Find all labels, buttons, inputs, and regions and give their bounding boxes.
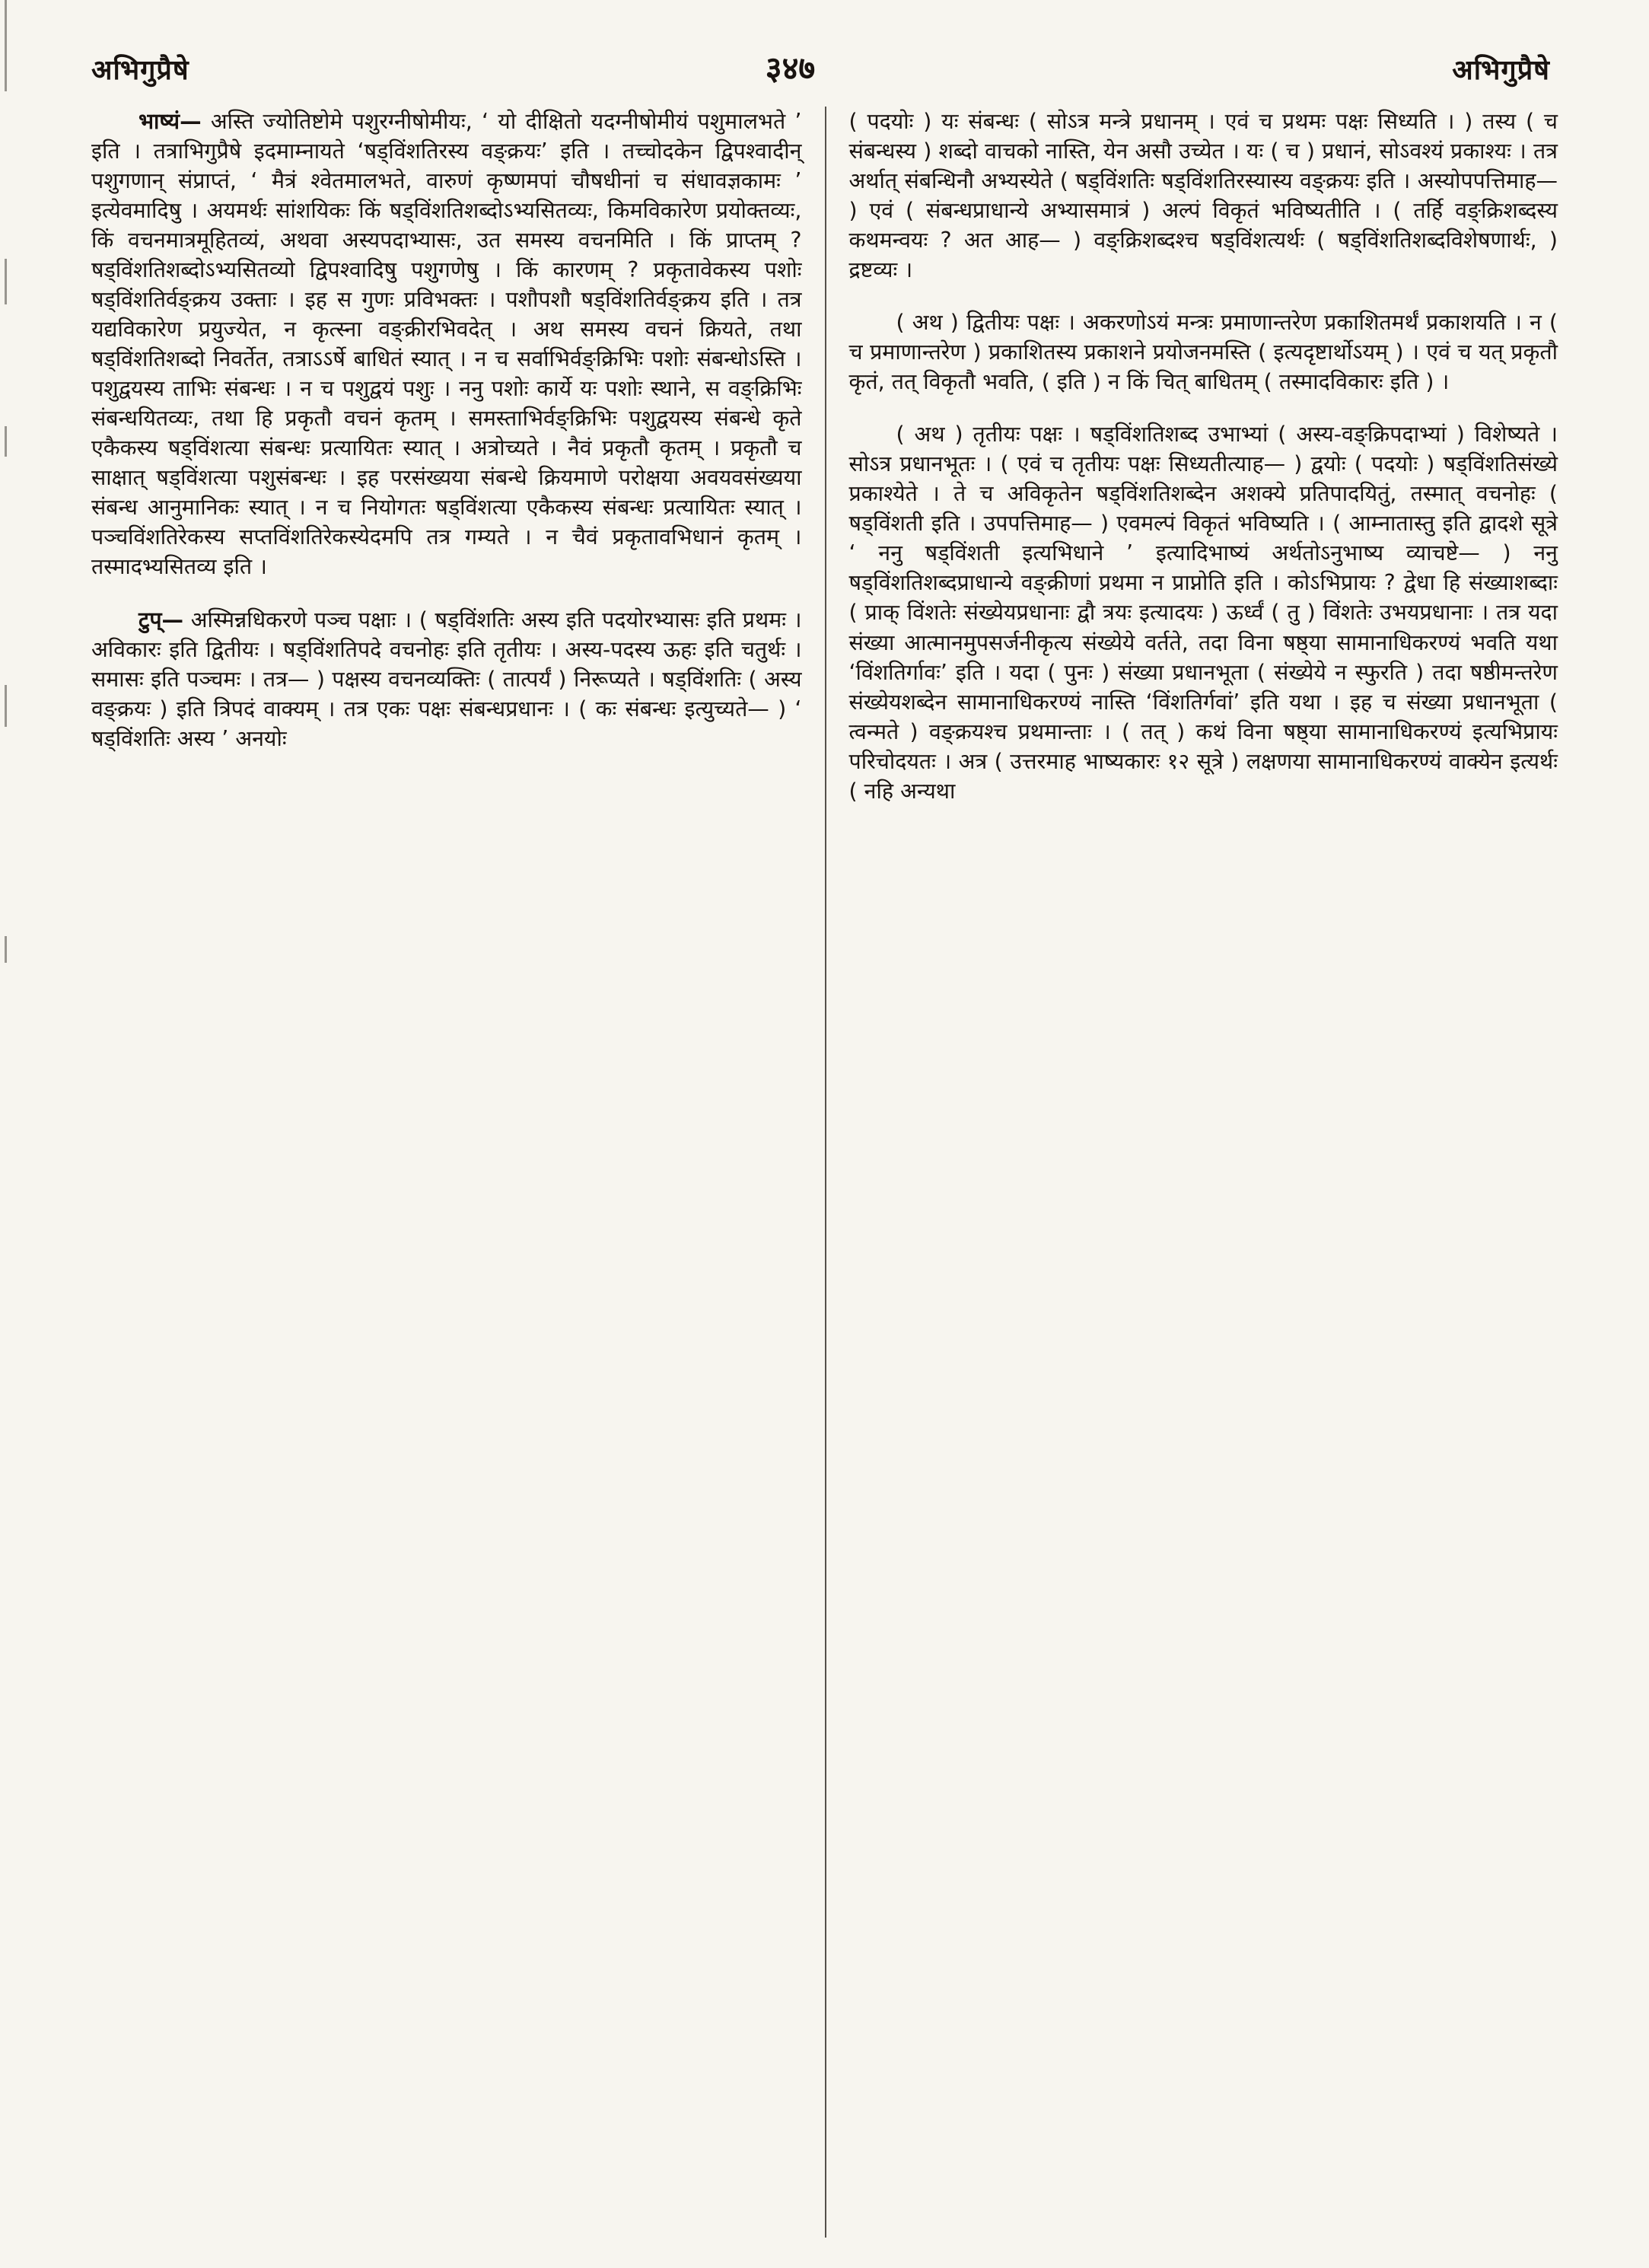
- continuation-paragraph: ( पदयोः ) यः संबन्धः ( सोऽत्र मन्त्रे प्रधानम् । एवं च प्रथमः पक्षः सिध्यति । ) तस्य ( च संबन्धस्य ) शब्दो वाचको नास्ति, येन असौ उच्येत । यः ( च ) प्रधानं, सोऽवश्यं प्रकाश्यः । तत्र अर्थात् संबन्धिनौ अभ्यस्येते ( षड्विंशतिः षड्विंशतिरस्यास्य वङ्क्रयः इति । अस्योपपत्तिमाह— ) एवं ( संबन्धप्राधान्ये अभ्यासमात्रं ) अल्पं विकृतं भविष्यतीति । ( तर्हि वङ्क्रिशब्दस्य कथमन्वयः ? अत आह— ) वङ्क्रिशब्दश्च षड्विंशत्यर्थः ( षड्विंशतिशब्दविशेषणार्थः, ) द्रष्टव्यः ।: [848, 109, 1558, 283]
- bhashya-paragraph: [91, 107, 802, 582]
- second-paksha-paragraph: ( अथ ) द्वितीयः पक्षः । अकरणोऽयं मन्त्रः प्रमाणान्तरेण प्रकाशितमर्थं प्रकाशयति । न ( च प्रमाणान्तरेण ) प्रकाशितस्य प्रकाशने प्रयोजनमस्ति ( इत्यदृष्टार्थोऽयम् ) । एवं च यत् प्रकृतौ कृतं, तत् विकृतौ भवति, ( इति ) न किं चित् बाधितम् ( तस्मादविकारः इति ) ।: [848, 310, 1558, 395]
- bhashya-body-text: अस्ति ज्योतिष्टोमे पशुरग्नीषोमीयः, ‘ यो दीक्षितो यदग्नीषोमीयं पशुमालभते ’ इति । तत्राभिगुप्रैषे इदमाम्नायते ‘षड्विंशतिरस्य वङ्क्रयः’ इति । तच्चोदकेन द्विपश्वादीन् पशुगणान् संप्राप्तं, ‘ मैत्रं श्वेतमालभते, वारुणं कृष्णमपां चौषधीनां च संधावज्ञकामः ’ इत्येवमादिषु । अयमर्थः सांशयिकः किं षड्विंशतिशब्दोऽभ्यसितव्यः, किमविकारेण प्रयोक्तव्यः, किं वचनमात्रमूहितव्यं, अथवा अस्यपदाभ्यासः, उत समस्य वचनमिति । किं प्राप्तम् ? षड्विंशतिशब्दोऽभ्यसितव्यो द्विपश्वादिषु पशुगणेषु । किं कारणम् ? प्रकृतावेकस्य पशोः षड्विंशतिर्वङ्क्रय उक्ताः । इह स गुणः प्रविभक्तः । पशौपशौ षड्विंशतिर्वङ्क्रय इति । तत्र यद्यविकारेण प्रयुज्येत, न कृत्स्ना वङ्क्रीरभिवदेत् । अथ समस्य वचनं क्रियते, तथा षड्विंशतिशब्दो निवर्तेत, तत्राऽऽर्षे बाधितं स्यात् । न च सर्वाभिर्वङ्क्रिभिः पशोः संबन्धोऽस्ति । पशुद्वयस्य ताभिः संबन्धः । न च पशुद्वयं पशुः । ननु पशोः कार्ये यः पशोः स्थाने, स वङ्क्रिभिः संबन्धयितव्यः, तथा हि प्रकृतौ वचनं कृतम् । समस्ताभिर्वङ्क्रिभिः पशुद्वयस्य संबन्धे कृते एकैकस्य षड्विंशत्या संबन्धः प्रत्यायितः स्यात् । अत्रोच्यते । नैवं प्रकृतौ कृतम् । प्रकृतौ च साक्षात् षड्विंशत्या पशुसंबन्धः । इह परसंख्यया संबन्धे क्रियमाणे परोक्षया अवयवसंख्यया संबन्ध आनुमानिकः स्यात् । न च नियोगतः षड्विंशत्या एकैकस्य संबन्धः प्रत्यायितः स्यात् । पञ्चविंशतिरेकस्य सप्तविंशतिरेकस्येदमपि तत्र गम्यते । न चैवं प्रकृतावभिधानं कृतम् । तस्मादभ्यसितव्य इति ।: [91, 109, 802, 580]
- running-title-right: अभिगुप्रैषे: [1452, 55, 1550, 86]
- running-title-left: अभिगुप्रैषे: [91, 55, 189, 86]
- page-header: [91, 46, 1550, 89]
- scan-artifact: [5, 426, 7, 457]
- bhashya-lead-word: भाष्यं—: [138, 109, 202, 134]
- scan-artifact: [5, 0, 7, 91]
- scan-artifact: [5, 259, 7, 304]
- scan-edge-artifacts: [5, 0, 8, 2268]
- left-column: [91, 107, 825, 2238]
- tup-paragraph: [91, 605, 802, 753]
- scan-artifact: [5, 936, 7, 963]
- scan-artifact: [5, 685, 7, 727]
- tup-lead-word: टुप्—: [138, 607, 184, 632]
- right-column: [825, 107, 1558, 2238]
- tup-body-text: अस्मिन्नधिकरणे पञ्च पक्षाः । ( षड्विंशतिः अस्य इति पदयोरभ्यासः इति प्रथमः । अविकारः इति द्वितीयः । षड्विंशतिपदे वचनोहः इति तृतीयः । अस्य-पदस्य ऊहः इति चतुर्थः । समासः इति पञ्चमः । तत्र— ) पक्षस्य वचनव्यक्तिः ( तात्पर्यं ) निरूप्यते । षड्विंशतिः ( अस्य वङ्क्रयः ) इति त्रिपदं वाक्यम् । तत्र एकः पक्षः संबन्धप्रधानः । ( कः संबन्धः इत्युच्यते— ) ‘ षड्विंशतिः अस्य ’ अनयोः: [91, 607, 802, 751]
- page-number: ३४७: [765, 49, 816, 87]
- text-columns: [91, 107, 1558, 2238]
- third-paksha-paragraph: ( अथ ) तृतीयः पक्षः । षड्विंशतिशब्द उभाभ्यां ( अस्य-वङ्क्रिपदाभ्यां ) विशेष्यते । सोऽत्र प्रधानभूतः । ( एवं च तृतीयः पक्षः सिध्यतीत्याह— ) द्वयोः ( पदयोः ) षड्विंशतिसंख्ये प्रकाश्येते । ते च अविकृतेन षड्विंशतिशब्देन अशक्ये प्रतिपादयितुं, तस्मात् वचनोहः ( षड्विंशती इति । उपपत्तिमाह— ) एवमल्पं विकृतं भविष्यति । ( आम्नातास्तु इति द्वादशे सूत्रे ‘ ननु षड्विंशती इत्यभिधाने ’ इत्यादिभाष्यं अर्थतोऽनुभाष्य व्याचष्टे— ) ननु षड्विंशतिशब्दप्राधान्ये वङ्क्रीणां प्रथमा न प्राप्नोति इति । कोऽभिप्रायः ? द्वेधा हि संख्याशब्दाः ( प्राक् विंशतेः संख्येयप्रधानाः द्वौ त्रयः इत्यादयः ) ऊर्ध्वं ( तु ) विंशतेः उभयप्रधानाः । तत्र यदा संख्या आत्मानमुपसर्जनीकृत्य संख्येये वर्तते, तदा विना षष्ठ्या सामानाधिकरण्यं भवति यथा ‘विंशतिर्गावः’ इति । यदा ( पुनः ) संख्या प्रधानभूता ( संख्येये न स्फुरति ) तदा षष्ठीमन्तरेण संख्येयशब्देन सामानाधिकरण्यं नास्ति ‘विंशतिर्गवां’ इति यथा । इह च संख्या प्रधानभूता ( त्वन्मते ) वङ्क्रयश्च प्रथमान्ताः । ( तत् ) कथं विना षष्ठ्या सामानाधिकरण्यं इत्यभिप्रायः परिचोदयतः । अत्र ( उत्तरमाह भाष्यकारः १२ सूत्रे ) लक्षणया सामानाधिकरण्यं वाक्येन इत्यर्थः ( नहि अन्यथा: [848, 422, 1558, 804]
